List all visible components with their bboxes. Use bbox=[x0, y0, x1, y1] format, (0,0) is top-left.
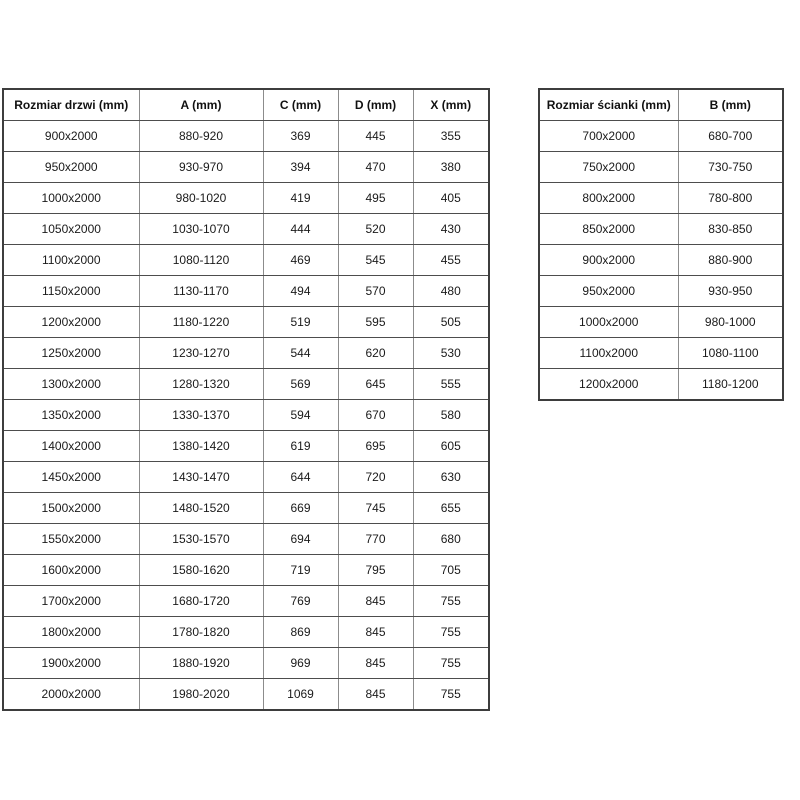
table-row bbox=[3, 493, 489, 524]
table-cell: 419 bbox=[263, 183, 338, 214]
table-cell: 1050x2000 bbox=[3, 214, 139, 245]
table-cell: 630 bbox=[413, 462, 489, 493]
wall-size-table bbox=[538, 88, 784, 401]
table-cell: 544 bbox=[263, 338, 338, 369]
table-cell: 1600x2000 bbox=[3, 555, 139, 586]
table-cell: 830-850 bbox=[678, 214, 783, 245]
table-cell: 695 bbox=[338, 431, 413, 462]
table-cell: 930-970 bbox=[139, 152, 263, 183]
table-row bbox=[3, 121, 489, 152]
table-cell: 1980-2020 bbox=[139, 679, 263, 711]
table-cell: 845 bbox=[338, 617, 413, 648]
table-cell: 495 bbox=[338, 183, 413, 214]
table-cell: 469 bbox=[263, 245, 338, 276]
table-cell: 1780-1820 bbox=[139, 617, 263, 648]
table-cell: 770 bbox=[338, 524, 413, 555]
table-cell: 1580-1620 bbox=[139, 555, 263, 586]
table-cell: 570 bbox=[338, 276, 413, 307]
table-cell: 1700x2000 bbox=[3, 586, 139, 617]
table-cell: 800x2000 bbox=[539, 183, 678, 214]
table-cell: 470 bbox=[338, 152, 413, 183]
table-row bbox=[539, 214, 783, 245]
table-cell: 645 bbox=[338, 369, 413, 400]
table-row bbox=[3, 276, 489, 307]
table-row bbox=[3, 617, 489, 648]
table-cell: 755 bbox=[413, 586, 489, 617]
table-row bbox=[3, 152, 489, 183]
table-cell: 644 bbox=[263, 462, 338, 493]
table-row bbox=[3, 214, 489, 245]
table-cell: 755 bbox=[413, 617, 489, 648]
table-row bbox=[3, 307, 489, 338]
table-row bbox=[539, 183, 783, 214]
table-cell: 720 bbox=[338, 462, 413, 493]
table-row bbox=[539, 152, 783, 183]
table-row bbox=[3, 400, 489, 431]
table-row bbox=[539, 276, 783, 307]
column-header: X (mm) bbox=[413, 89, 489, 121]
table-cell: 1080-1120 bbox=[139, 245, 263, 276]
table-cell: 755 bbox=[413, 648, 489, 679]
table-cell: 445 bbox=[338, 121, 413, 152]
table-cell: 2000x2000 bbox=[3, 679, 139, 711]
table-row bbox=[3, 648, 489, 679]
table-row bbox=[539, 369, 783, 401]
table-cell: 1400x2000 bbox=[3, 431, 139, 462]
table-cell: 444 bbox=[263, 214, 338, 245]
table-cell: 569 bbox=[263, 369, 338, 400]
table-cell: 1680-1720 bbox=[139, 586, 263, 617]
table-cell: 369 bbox=[263, 121, 338, 152]
table-cell: 730-750 bbox=[678, 152, 783, 183]
table-cell: 1280-1320 bbox=[139, 369, 263, 400]
table-cell: 669 bbox=[263, 493, 338, 524]
table-cell: 595 bbox=[338, 307, 413, 338]
table-cell: 845 bbox=[338, 648, 413, 679]
table-cell: 1230-1270 bbox=[139, 338, 263, 369]
table-cell: 1069 bbox=[263, 679, 338, 711]
table-cell: 980-1000 bbox=[678, 307, 783, 338]
table-cell: 795 bbox=[338, 555, 413, 586]
table-cell: 605 bbox=[413, 431, 489, 462]
table-cell: 769 bbox=[263, 586, 338, 617]
table-cell: 494 bbox=[263, 276, 338, 307]
table-cell: 1030-1070 bbox=[139, 214, 263, 245]
table-cell: 900x2000 bbox=[539, 245, 678, 276]
table-cell: 380 bbox=[413, 152, 489, 183]
table-cell: 1350x2000 bbox=[3, 400, 139, 431]
table-cell: 969 bbox=[263, 648, 338, 679]
table-cell: 545 bbox=[338, 245, 413, 276]
table-cell: 1130-1170 bbox=[139, 276, 263, 307]
table-row bbox=[3, 586, 489, 617]
table-cell: 1100x2000 bbox=[539, 338, 678, 369]
table-cell: 750x2000 bbox=[539, 152, 678, 183]
table-cell: 1500x2000 bbox=[3, 493, 139, 524]
table-row bbox=[3, 183, 489, 214]
table-cell: 1550x2000 bbox=[3, 524, 139, 555]
table-cell: 655 bbox=[413, 493, 489, 524]
table-row bbox=[3, 679, 489, 711]
table-cell: 1430-1470 bbox=[139, 462, 263, 493]
column-header: D (mm) bbox=[338, 89, 413, 121]
table-cell: 1800x2000 bbox=[3, 617, 139, 648]
column-header: Rozmiar ścianki (mm) bbox=[539, 89, 678, 121]
table-row bbox=[3, 369, 489, 400]
table-cell: 1200x2000 bbox=[539, 369, 678, 401]
table-cell: 755 bbox=[413, 679, 489, 711]
table-row bbox=[3, 462, 489, 493]
table-cell: 930-950 bbox=[678, 276, 783, 307]
table-cell: 1100x2000 bbox=[3, 245, 139, 276]
table-cell: 505 bbox=[413, 307, 489, 338]
table-row bbox=[3, 555, 489, 586]
table-cell: 880-920 bbox=[139, 121, 263, 152]
table-cell: 619 bbox=[263, 431, 338, 462]
table-cell: 580 bbox=[413, 400, 489, 431]
table-cell: 1250x2000 bbox=[3, 338, 139, 369]
table-cell: 1180-1200 bbox=[678, 369, 783, 401]
table-cell: 530 bbox=[413, 338, 489, 369]
table-cell: 705 bbox=[413, 555, 489, 586]
table-cell: 680 bbox=[413, 524, 489, 555]
table-cell: 594 bbox=[263, 400, 338, 431]
table-cell: 1300x2000 bbox=[3, 369, 139, 400]
table-cell: 405 bbox=[413, 183, 489, 214]
table-cell: 455 bbox=[413, 245, 489, 276]
table-cell: 680-700 bbox=[678, 121, 783, 152]
table-cell: 1150x2000 bbox=[3, 276, 139, 307]
table-cell: 620 bbox=[338, 338, 413, 369]
table-cell: 1880-1920 bbox=[139, 648, 263, 679]
door-size-table bbox=[2, 88, 490, 711]
table-cell: 1900x2000 bbox=[3, 648, 139, 679]
table-cell: 1000x2000 bbox=[539, 307, 678, 338]
table-cell: 719 bbox=[263, 555, 338, 586]
table-cell: 694 bbox=[263, 524, 338, 555]
table-cell: 1180-1220 bbox=[139, 307, 263, 338]
table-cell: 670 bbox=[338, 400, 413, 431]
table-cell: 880-900 bbox=[678, 245, 783, 276]
table-cell: 869 bbox=[263, 617, 338, 648]
table-row bbox=[539, 121, 783, 152]
column-header: B (mm) bbox=[678, 89, 783, 121]
table-cell: 1200x2000 bbox=[3, 307, 139, 338]
table-cell: 520 bbox=[338, 214, 413, 245]
table-row bbox=[3, 245, 489, 276]
table-cell: 700x2000 bbox=[539, 121, 678, 152]
table-cell: 1380-1420 bbox=[139, 431, 263, 462]
table-header-row bbox=[539, 89, 783, 121]
table-cell: 780-800 bbox=[678, 183, 783, 214]
table-cell: 980-1020 bbox=[139, 183, 263, 214]
table-cell: 1000x2000 bbox=[3, 183, 139, 214]
table-cell: 950x2000 bbox=[539, 276, 678, 307]
table-cell: 1480-1520 bbox=[139, 493, 263, 524]
table-cell: 519 bbox=[263, 307, 338, 338]
table-cell: 850x2000 bbox=[539, 214, 678, 245]
table-row bbox=[539, 338, 783, 369]
table-cell: 950x2000 bbox=[3, 152, 139, 183]
table-cell: 745 bbox=[338, 493, 413, 524]
table-cell: 355 bbox=[413, 121, 489, 152]
table-cell: 845 bbox=[338, 586, 413, 617]
table-cell: 1450x2000 bbox=[3, 462, 139, 493]
column-header: A (mm) bbox=[139, 89, 263, 121]
table-cell: 555 bbox=[413, 369, 489, 400]
table-header-row bbox=[3, 89, 489, 121]
table-cell: 1530-1570 bbox=[139, 524, 263, 555]
table-row bbox=[3, 338, 489, 369]
table-cell: 480 bbox=[413, 276, 489, 307]
column-header: C (mm) bbox=[263, 89, 338, 121]
table-cell: 1080-1100 bbox=[678, 338, 783, 369]
table-row bbox=[539, 245, 783, 276]
column-header: Rozmiar drzwi (mm) bbox=[3, 89, 139, 121]
table-cell: 900x2000 bbox=[3, 121, 139, 152]
table-cell: 1330-1370 bbox=[139, 400, 263, 431]
table-row bbox=[3, 431, 489, 462]
table-cell: 394 bbox=[263, 152, 338, 183]
table-row bbox=[3, 524, 489, 555]
table-cell: 845 bbox=[338, 679, 413, 711]
table-cell: 430 bbox=[413, 214, 489, 245]
table-row bbox=[539, 307, 783, 338]
